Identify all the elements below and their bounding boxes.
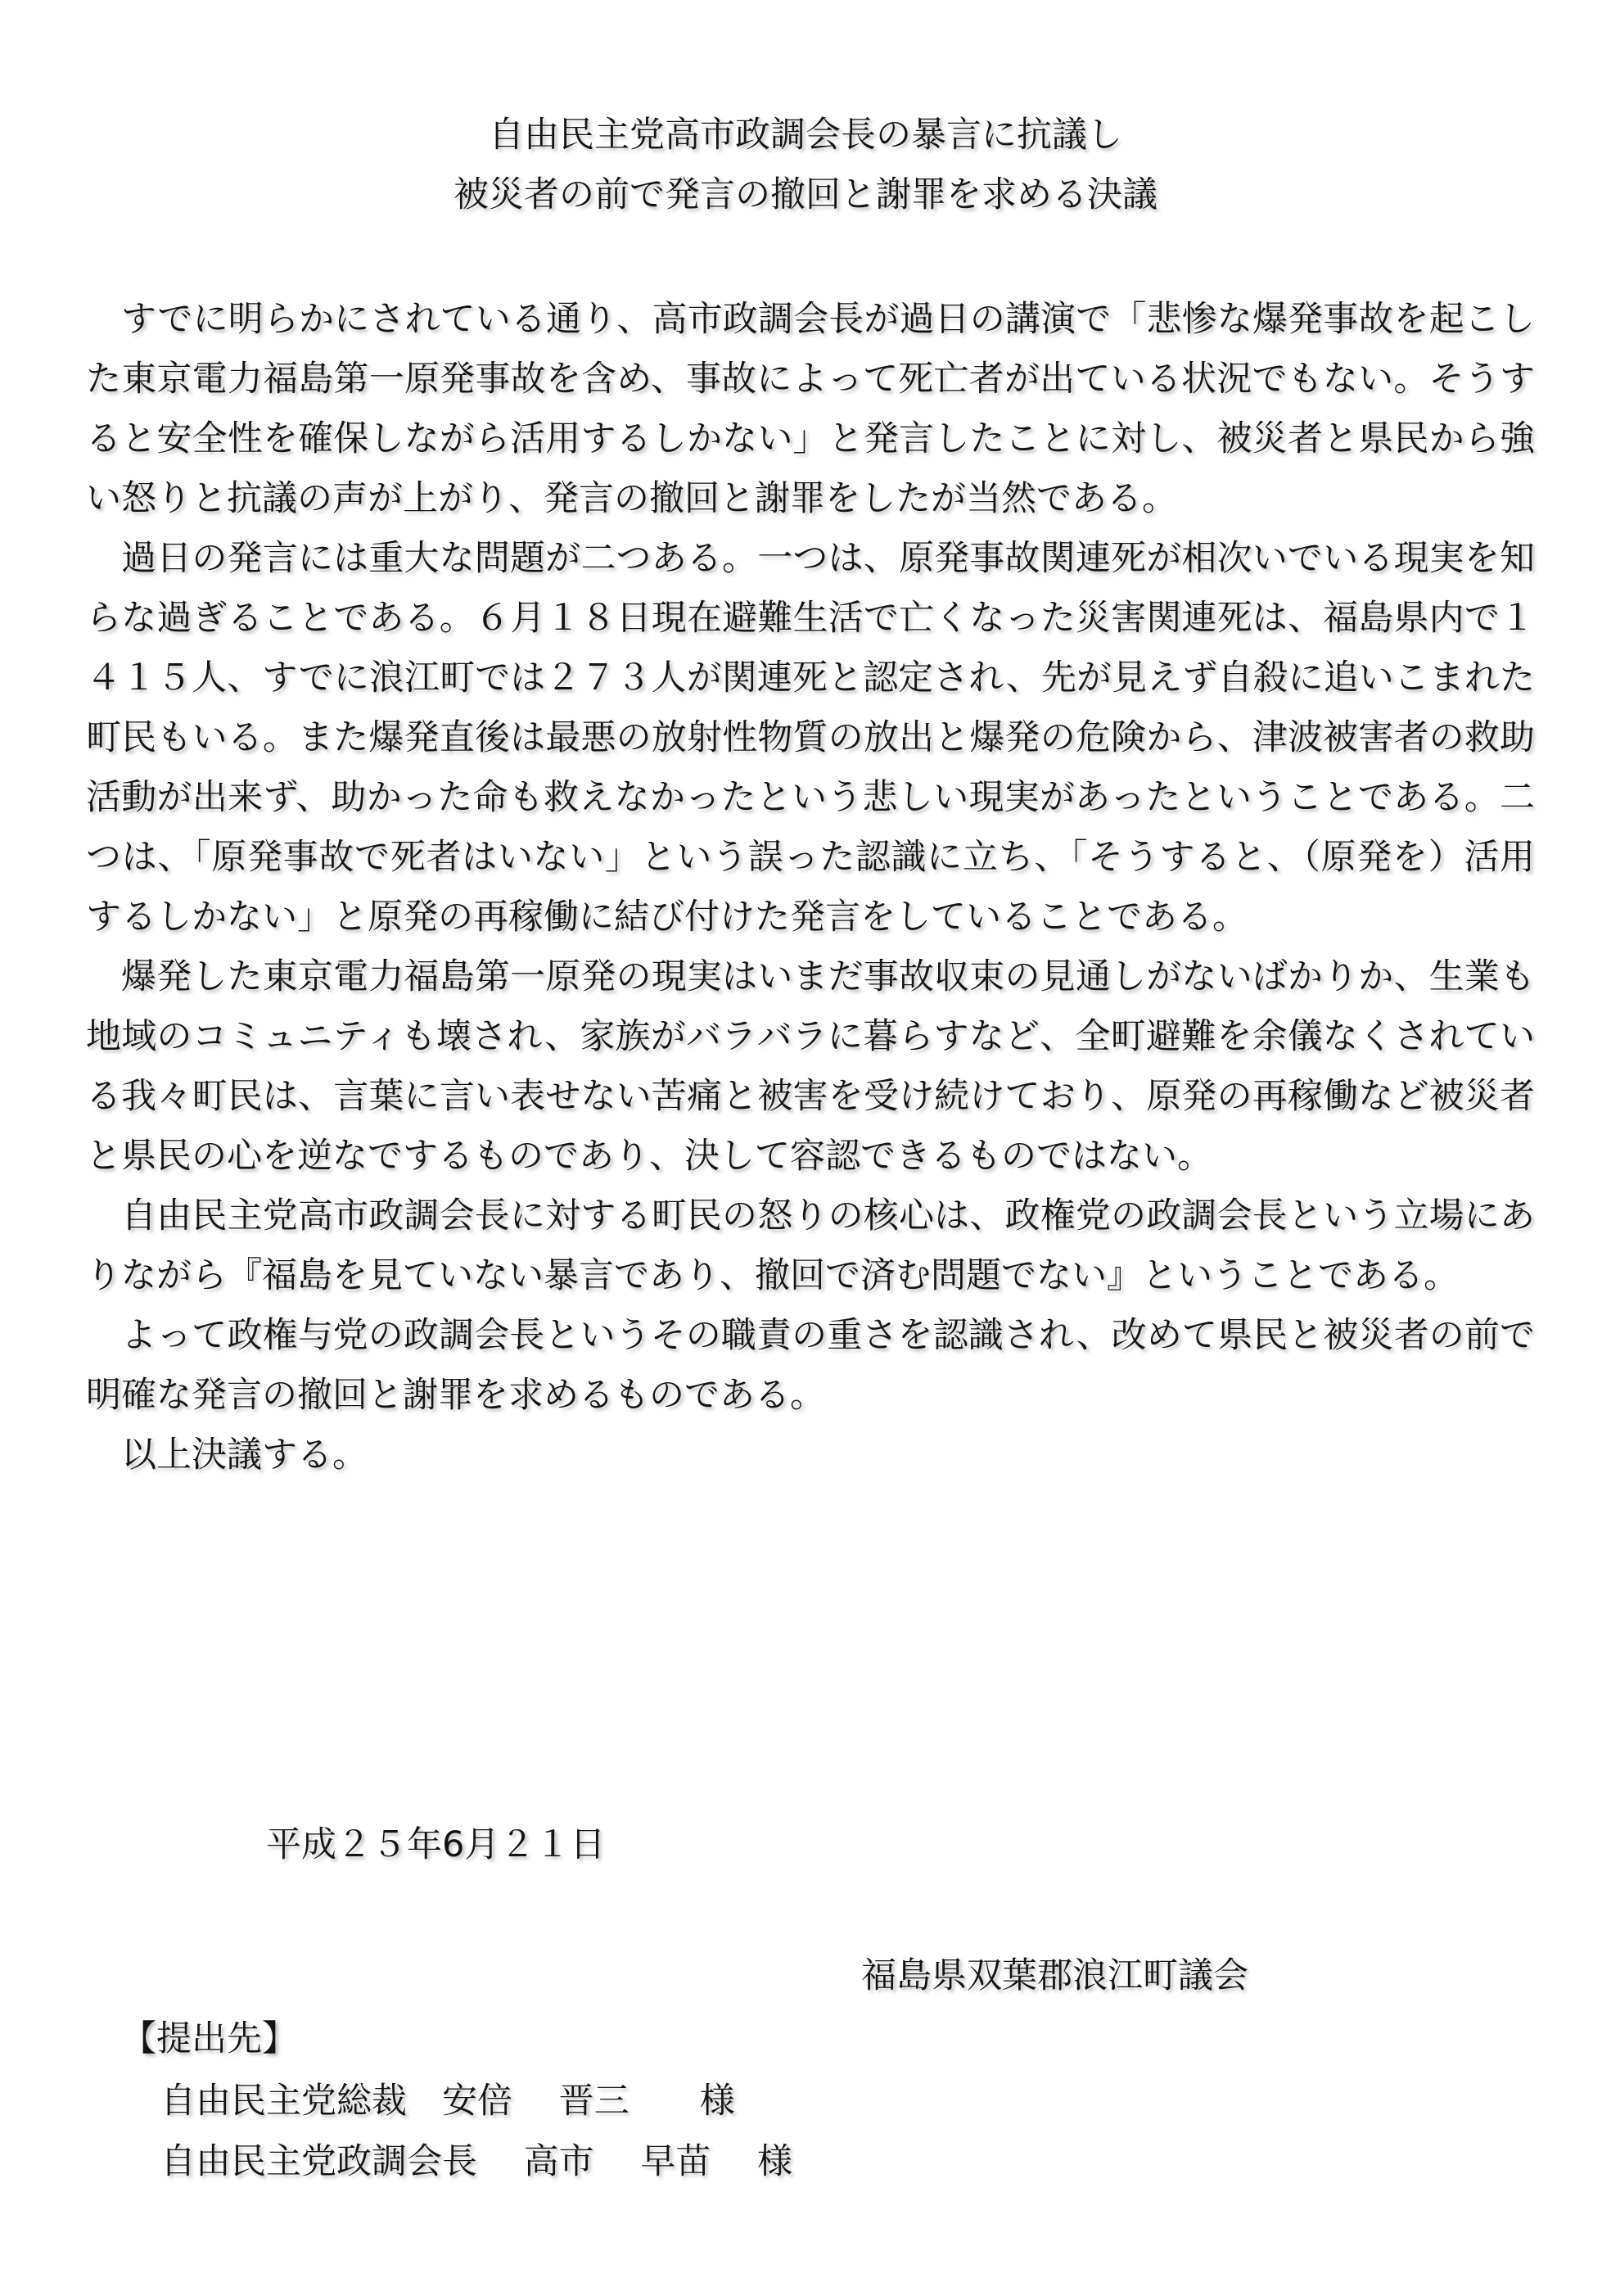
document-title-line-2: 被災者の前で発言の撤回と謝罪を求める決議 [454, 174, 1157, 215]
submission-label: 【提出先】 [121, 2018, 297, 2059]
body-paragraph-6: 以上決議する。 [121, 1435, 368, 1476]
body-paragraph-1: すでに明らかにされている通り、高市政調会長が過日の講演で「悲惨な爆発事故を起こした東京電力福島第一原発事故を含め、事故によって死亡者が出ている状況でもない。そうすると安全性を確保しながら活用するしかない」と発言したことに対し、被災者と県民から強い怒りと抗議の声が上がり、発言の撤回と謝罪をしたが当然である。 [86, 299, 1535, 519]
council-name: 福島県双葉郡浪江町議会 [861, 1955, 1248, 1996]
body-paragraph-2: 過日の発言には重大な問題が二つある。一つは、原発事故関連死が相次いでいる現実を知らな過ぎることである。６月１８日現在避難生活で亡くなった災害関連死は、福島県内で１４１５人、すでに浪江町では２７３人が関連死と認定され、先が見えず自殺に追いこまれた町民もいる。また爆発直後は最悪の放射性物質の放出と爆発の危険から、津波被害者の救助活動が出来ず、助かった命も救えなかったという悲しい現実があったということである。二つは、「原発事故で死者はいない」という誤った認識に立ち、「そうすると、（原発を）活用するしかない」と原発の再稼働に結び付けた発言をしていることである。 [86, 538, 1535, 938]
resolution-date: 平成２５年6月２１日 [266, 1824, 606, 1865]
body-paragraph-4: 自由民主党高市政調会長に対する町民の怒りの核心は、政権党の政調会長という立場にありながら『福島を見ていない暴言であり、撤回で済む問題でない』ということである。 [86, 1195, 1535, 1296]
document-title-line-1: 自由民主党高市政調会長の暴言に抗議し [489, 115, 1122, 156]
recipient-1: 自由民主党総裁 安倍 晋三 様 [160, 2081, 735, 2122]
body-paragraph-5: よって政権与党の政調会長というその職責の重さを認識され、改めて県民と被災者の前で明確な発言の撤回と謝罪を求めるものである。 [86, 1315, 1535, 1416]
recipient-2: 自由民主党政調会長 高市 早苗 様 [160, 2141, 793, 2182]
resolution-body [86, 290, 1535, 1485]
body-paragraph-3: 爆発した東京電力福島第一原発の現実はいまだ事故収束の見通しがないばかりか、生業も地域のコミュニティも壊され、家族がバラバラに暮らすなど、全町避難を余儀なくされている我々町民は、言葉に言い表せない苦痛と被害を受け続けており、原発の再稼働など被災者と県民の心を逆なでするものであり、決して容認できるものではない。 [86, 956, 1535, 1177]
